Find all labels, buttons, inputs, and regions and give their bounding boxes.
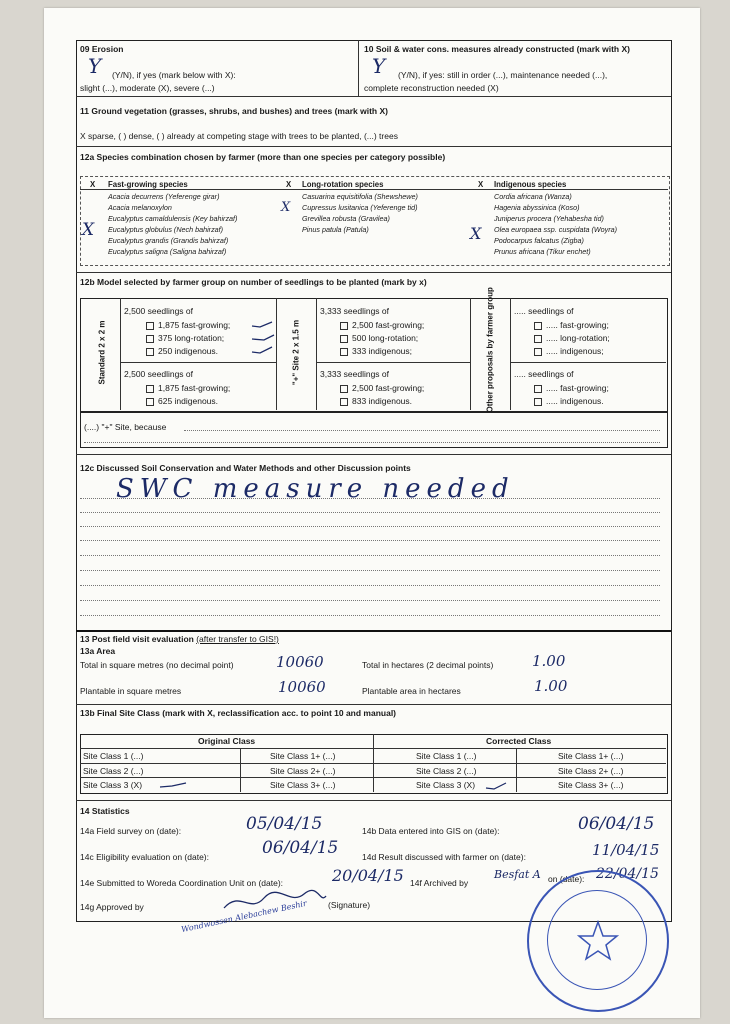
checkbox[interactable] [146,322,154,330]
stat-e-label: 14e Submitted to Woreda Coordination Unit on (date): [80,878,284,888]
erosion-answer[interactable]: Y [88,54,102,78]
stat-f-on: on (date): [548,874,585,884]
std-b-0: 1,875 fast-growing; [158,383,231,393]
ground-veg-line: X sparse, ( ) dense, ( ) already at competing stage with trees to be planted, (...) trees [80,131,398,141]
soil-water-title: 10 Soil & water cons. measures already constructed (mark with X) [364,44,630,54]
divider [76,96,671,97]
site-a-2: 333 indigenous; [352,346,413,356]
tick-marks [158,780,188,792]
soil-water-answer[interactable]: Y [372,54,386,78]
checkbox[interactable] [534,348,542,356]
sc-r1-c3[interactable]: Site Class 2+ (...) [558,766,624,776]
soil-water-line1: (Y/N), if yes: still in order (...), maintenance needed (...), [398,70,608,80]
site-a-1: 500 long-rotation; [352,333,419,343]
species-long-0: Casuarina equisitifolia (Shewshewe) [302,192,418,201]
other-label: Other proposals by farmer group [485,287,495,413]
std-a-2: 250 indigenous. [158,346,219,356]
species-mark-long[interactable]: X [281,200,291,215]
stat-f-label: 14f Archived by [410,878,469,888]
plant-ha-label: Plantable area in hectares [362,686,461,696]
species-header-long: Long-rotation species [302,180,384,189]
other-a-1: ..... long-rotation; [546,333,610,343]
eval-title-note: (after transfer to GIS!) [196,634,279,644]
site-b-1: 833 indigenous. [352,396,413,406]
std-a-head: 2,500 seedlings of [124,306,193,316]
stat-f-name[interactable]: Besfat A [494,868,541,881]
divider [510,362,666,363]
soil-water-line2: complete reconstruction needed (X) [364,83,499,93]
standard-label: Standard 2 x 2 m [97,320,107,385]
species-header-x2: X [286,180,292,189]
eval-title: 13 Post field visit evaluation [80,634,194,644]
checkbox[interactable] [534,398,542,406]
divider [470,298,471,410]
species-indig-4: Podocarpus falcatus (Zigba) [494,236,584,245]
species-fast-1: Acacia melanoxylon [108,203,172,212]
total-sqm-label: Total in square metres (no decimal point) [80,660,234,670]
sc-r1-c1[interactable]: Site Class 2+ (...) [270,766,336,776]
checkbox[interactable] [146,385,154,393]
checkbox[interactable] [340,322,348,330]
stats-title: 14 Statistics [80,806,130,816]
sc-r1-c0[interactable]: Site Class 2 (...) [83,766,144,776]
plant-sqm-value[interactable]: 10060 [278,678,326,696]
stat-c-value[interactable]: 06/04/15 [262,838,339,858]
dotted-line [84,442,660,443]
because-label: (....) "+" Site, because [84,422,167,432]
total-ha-value[interactable]: 1.00 [532,652,566,670]
checkbox[interactable] [340,348,348,356]
total-ha-label: Total in hectares (2 decimal points) [362,660,494,670]
stat-d-value[interactable]: 11/04/15 [592,841,660,859]
divider [120,298,121,410]
dotted-line [184,430,660,431]
species-indig-5: Prunus africana (Tikur enchet) [494,247,591,256]
std-a-0: 1,875 fast-growing; [158,320,231,330]
stat-d-label: 14d Result discussed with farmer on (date): [362,852,526,862]
site-class-title: 13b Final Site Class (mark with X, reclassification acc. to point 10 and manual) [80,708,397,718]
erosion-line1: (Y/N), if yes (mark below with X): [112,70,236,80]
species-fast-2: Eucalyptus camaldulensis (Key bahirzaf) [108,214,238,223]
divider [76,630,671,632]
site-b-head: 3,333 seedlings of [320,369,389,379]
std-a-1: 375 long-rotation; [158,333,225,343]
stat-g-label: 14g Approved by [80,902,144,912]
stat-b-value[interactable]: 06/04/15 [578,814,655,834]
site-label: "+" Site 2 x 1.5 m [291,319,301,386]
divider [120,362,276,363]
sc-r0-c3[interactable]: Site Class 1+ (...) [558,751,624,761]
species-long-1: Cupressus lusitanica (Yeferenge tid) [302,203,418,212]
species-long-3: Pinus patula (Patula) [302,225,369,234]
signature-scribble [220,886,330,916]
stat-c-label: 14c Eligibility evaluation on (date): [80,852,209,862]
discussed-title: 12c Discussed Soil Conservation and Water Methods and other Discussion points [80,463,411,473]
species-long-2: Grevillea robusta (Gravilea) [302,214,390,223]
stat-a-value[interactable]: 05/04/15 [246,814,323,834]
erosion-title: 09 Erosion [80,44,124,54]
divider [76,146,671,147]
stat-f-value[interactable]: 22/04/15 [596,866,659,882]
sc-r0-c1[interactable]: Site Class 1+ (...) [270,751,336,761]
species-indig-1: Hagenia abyssinica (Koso) [494,203,580,212]
total-sqm-value[interactable]: 10060 [276,653,324,671]
species-fast-4: Eucalyptus grandis (Grandis bahirzaf) [108,236,229,245]
other-a-2: ..... indigenous; [546,346,604,356]
checkbox[interactable] [534,335,542,343]
other-a-head: ..... seedlings of [514,306,574,316]
species-header-indig: Indigenous species [494,180,567,189]
species-fast-5: Eucalyptus saligna (Saligna bahirzaf) [108,247,227,256]
ground-veg-title: 11 Ground vegetation (grasses, shrubs, and bushes) and trees (mark with X) [80,106,388,116]
species-indig-3: Olea europaea ssp. cuspidata (Woyra) [494,225,618,234]
tick-marks [250,318,280,358]
species-indig-0: Cordia africana (Wanza) [494,192,572,201]
species-title: 12a Species combination chosen by farmer (more than one species per category possible) [80,152,446,162]
std-b-1: 625 indigenous. [158,396,219,406]
species-header-x3: X [478,180,484,189]
sc-r2-c2[interactable]: Site Class 3 (X) [416,780,476,790]
sc-r2-c1[interactable]: Site Class 3+ (...) [270,780,336,790]
stat-e-value[interactable]: 20/04/15 [332,866,404,885]
other-b-head: ..... seedlings of [514,369,574,379]
model-title: 12b Model selected by farmer group on number of seedlings to be planted (mark by x) [80,277,427,287]
stat-a-label: 14a Field survey on (date): [80,826,182,836]
official-stamp [527,870,669,1012]
divider [316,362,470,363]
divider [76,800,671,801]
original-class-header: Original Class [198,736,256,746]
corrected-class-header: Corrected Class [486,736,552,746]
checkbox[interactable] [534,385,542,393]
divider [358,40,359,96]
plant-ha-value[interactable]: 1.00 [534,677,568,695]
species-mark-indig[interactable]: X [470,224,482,243]
checkbox[interactable] [340,385,348,393]
site-a-0: 2,500 fast-growing; [352,320,425,330]
divider [510,298,511,410]
plant-sqm-label: Plantable in square metres [80,686,182,696]
species-mark-fast[interactable]: X [82,220,95,240]
discussed-handwritten[interactable]: SWC measure needed [116,474,515,504]
checkbox[interactable] [146,398,154,406]
checkbox[interactable] [340,398,348,406]
sc-r2-c0[interactable]: Site Class 3 (X) [83,780,143,790]
divider [76,272,671,273]
checkbox[interactable] [534,322,542,330]
std-b-head: 2,500 seedlings of [124,369,193,379]
species-indig-2: Juniperus procera (Yehabesha tid) [494,214,604,223]
area-title: 13a Area [80,646,116,656]
stat-b-label: 14b Data entered into GIS on (date): [362,826,500,836]
other-b-0: ..... fast-growing; [546,383,609,393]
species-header-x1: X [90,180,96,189]
other-b-1: ..... indigenous. [546,396,604,406]
checkbox[interactable] [340,335,348,343]
sc-r0-c0[interactable]: Site Class 1 (...) [83,751,144,761]
species-fast-3: Eucalyptus globulus (Nech bahirzaf) [108,225,224,234]
site-b-0: 2,500 fast-growing; [352,383,425,393]
sc-r1-c2[interactable]: Site Class 2 (...) [416,766,477,776]
divider [76,704,671,705]
star-icon [577,920,619,962]
divider [316,298,317,410]
site-a-head: 3,333 seedlings of [320,306,389,316]
sc-r0-c2[interactable]: Site Class 1 (...) [416,751,477,761]
species-fast-0: Acacia decurrens (Yeferenge girar) [108,192,220,201]
divider [76,454,671,455]
approver-stamp-name: Wondwossen Alebachew Beshir [180,898,308,935]
divider [80,189,668,190]
checkbox[interactable] [146,335,154,343]
stat-g-signature-label: (Signature) [328,900,371,910]
other-a-0: ..... fast-growing; [546,320,609,330]
sc-r2-c3[interactable]: Site Class 3+ (...) [558,780,624,790]
erosion-line2: slight (...), moderate (X), severe (...) [80,83,215,93]
checkbox[interactable] [146,348,154,356]
tick-marks [484,780,508,792]
species-header-fast: Fast-growing species [108,180,188,189]
